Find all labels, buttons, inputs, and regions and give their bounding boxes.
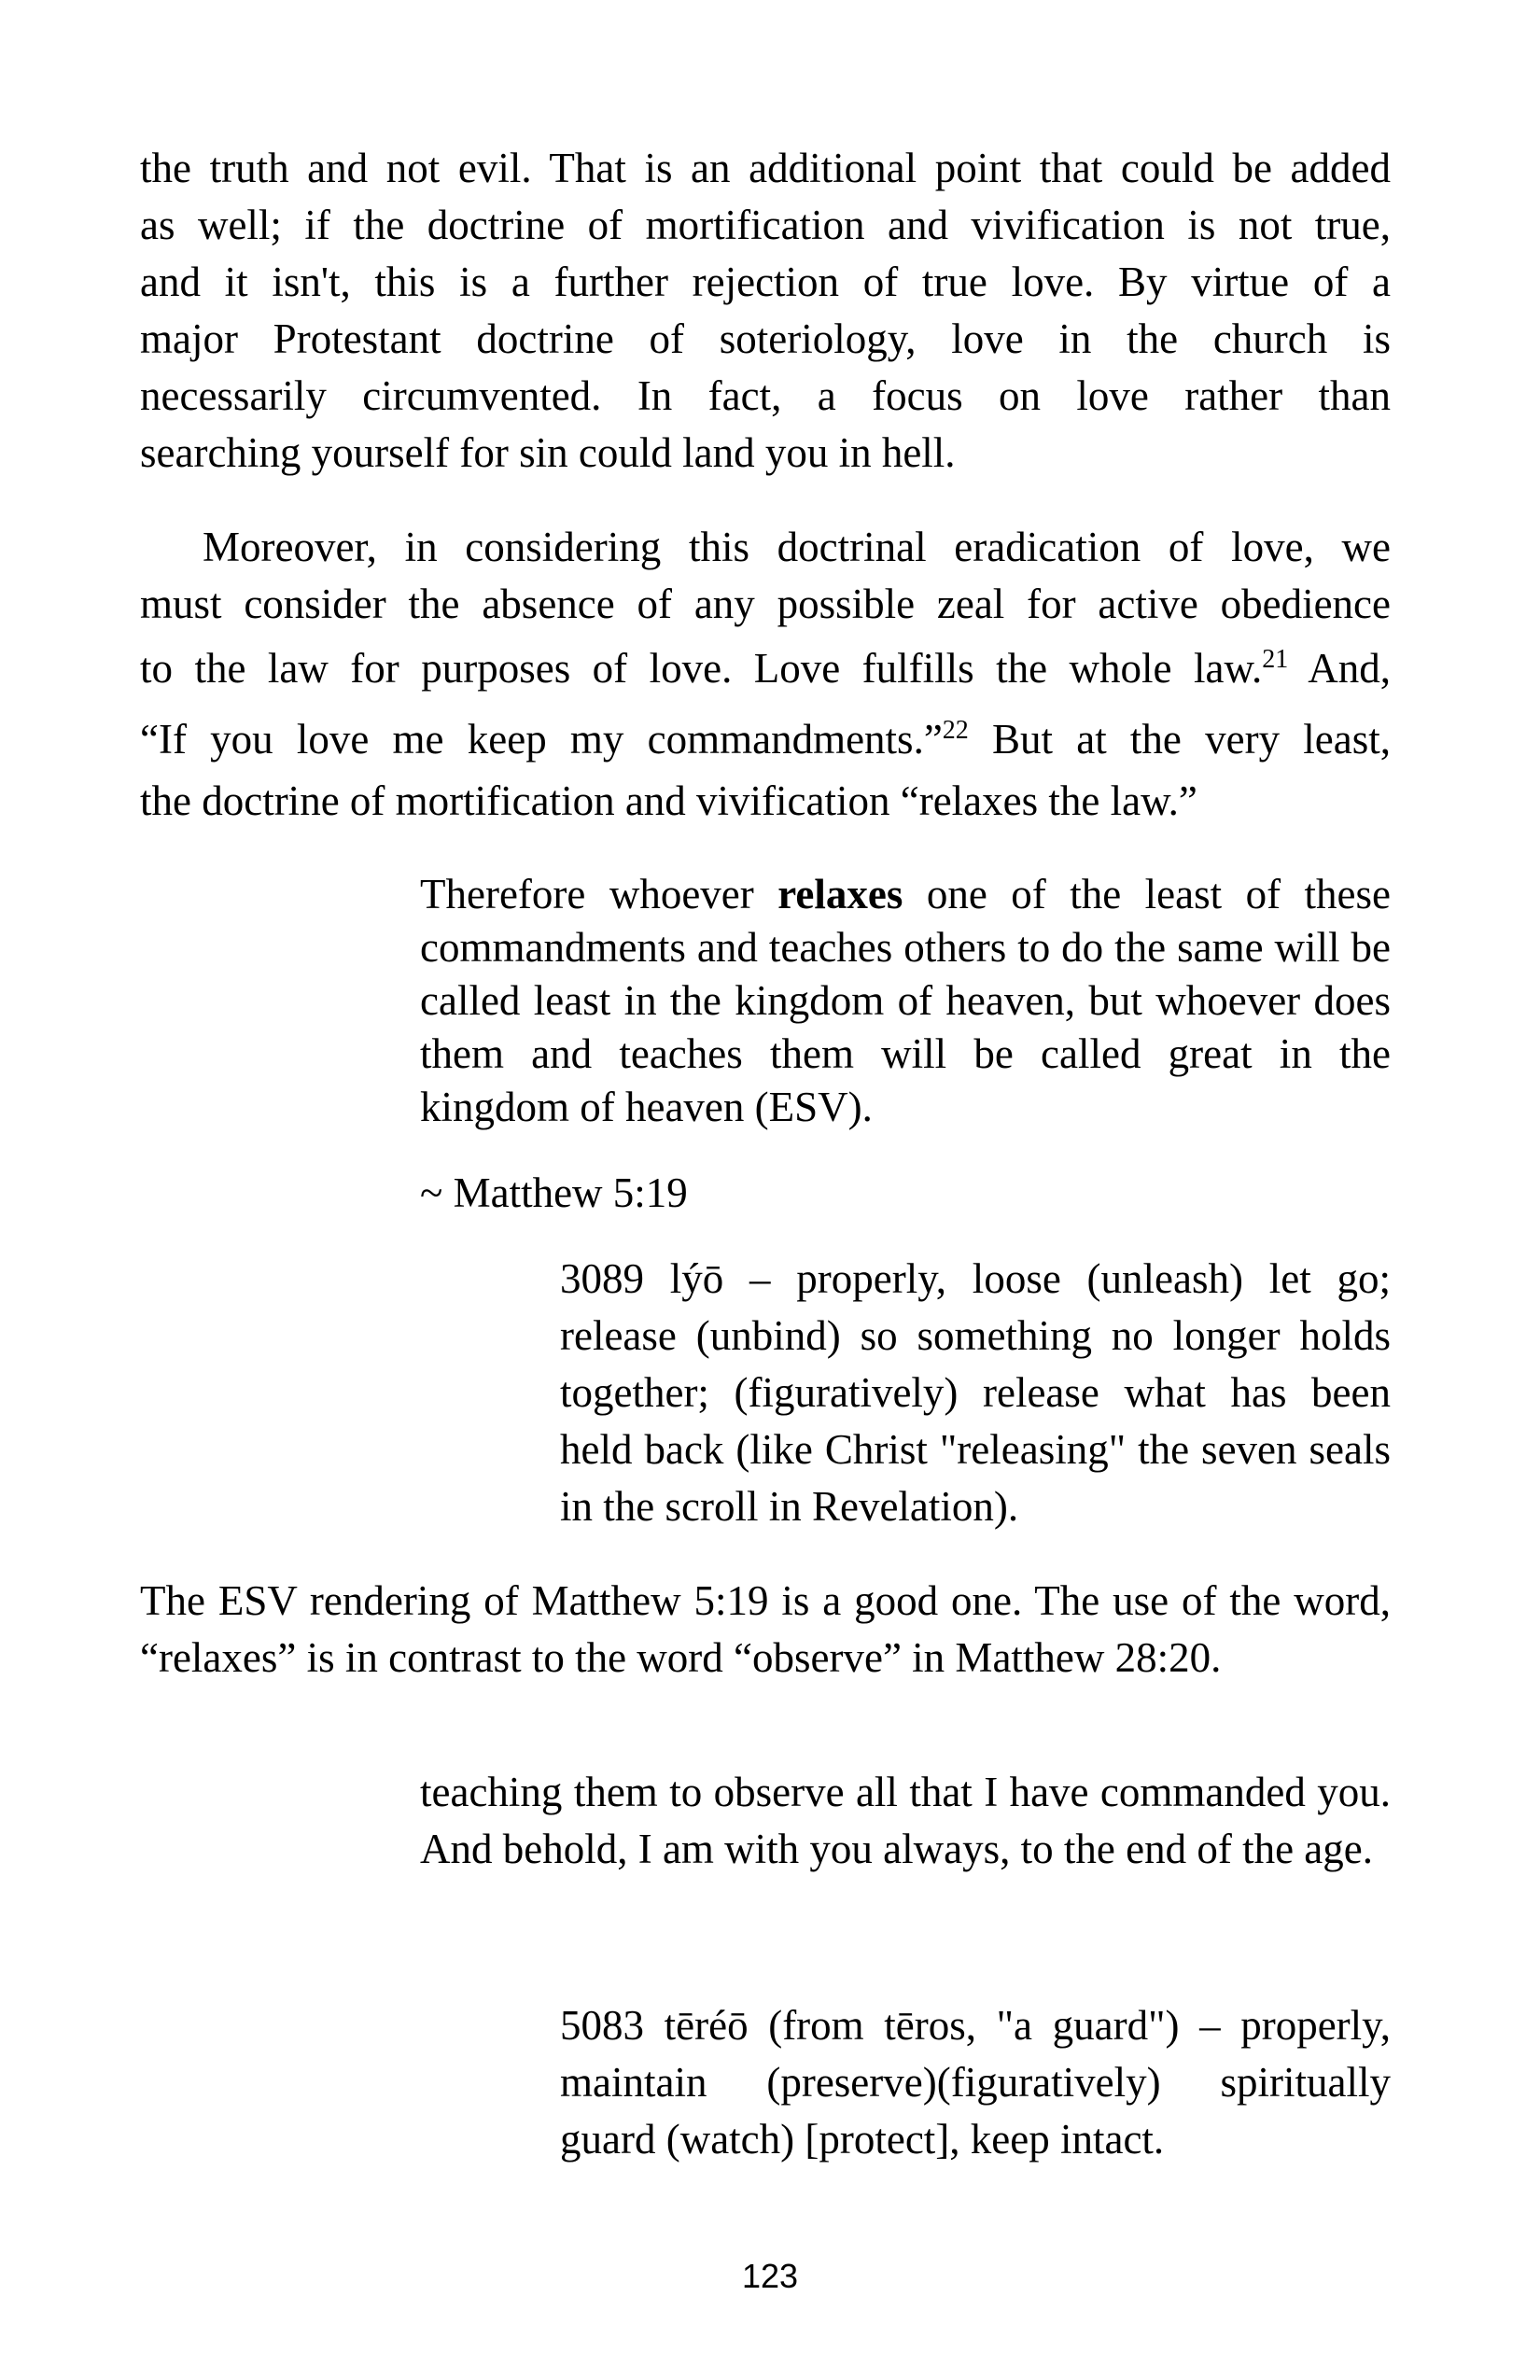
text-segment: one of the least of these commandments and teaches others to do the same will be called least in the kingdom of heaven, but whoever does them and teaches them will be called great in the kingdom of heaven (ESV). bbox=[420, 871, 1392, 1130]
paragraph-moreover bbox=[140, 519, 1391, 828]
paragraph-continuation bbox=[140, 140, 1391, 482]
quote-text bbox=[420, 868, 1391, 1134]
footnote-ref-22[interactable]: 22 bbox=[942, 716, 969, 745]
text-line: and it isn't, this is a further rejection of true love. By virtue of a bbox=[140, 259, 1391, 305]
quote-text: teaching them to observe all that I have commanded you. And behold, I am with you always, to the end of the age. bbox=[420, 1769, 1391, 1872]
footnote-ref-21[interactable]: 21 bbox=[1262, 645, 1289, 674]
text-segment: Therefore whoever bbox=[420, 871, 778, 917]
text-segment: to the law for purposes of love. Love fulfills the whole law. bbox=[140, 645, 1263, 692]
lexicon-entry-3089 bbox=[560, 1251, 1391, 1535]
text-line: major Protestant doctrine of soteriology, love in the church is bbox=[140, 315, 1391, 362]
text-line: searching yourself for sin could land you in hell. bbox=[140, 429, 956, 476]
text-segment: “If you love me keep my commandments.” bbox=[140, 716, 943, 763]
lexicon-text: 3089 lýō – properly, loose (unleash) let go; release (unbind) so something no longer holds together; (figuratively) release what has been held back (like Christ "releasing" the seven seals in the scroll in Revelation). bbox=[560, 1255, 1391, 1530]
text-line: Moreover, in considering this doctrinal eradication of love, we bbox=[203, 524, 1391, 570]
text-line: the truth and not evil. That is an additional point that could be added bbox=[140, 145, 1391, 191]
paragraph-esv-rendering bbox=[140, 1573, 1391, 1687]
text-line: must consider the absence of any possible zeal for active obedience bbox=[140, 581, 1391, 627]
lexicon-entry-5083 bbox=[560, 1997, 1391, 2168]
text-line: as well; if the doctrine of mortification and vivification is not true, bbox=[140, 202, 1391, 248]
text-line: the doctrine of mortification and vivification “relaxes the law.” bbox=[140, 777, 1197, 824]
text-line bbox=[140, 704, 1391, 775]
text-segment: And, bbox=[1288, 645, 1391, 692]
page-number: 123 bbox=[741, 2257, 799, 2295]
text-line: necessarily circumvented. In fact, a focus on love rather than bbox=[140, 372, 1391, 419]
text-segment: But at the very least, bbox=[968, 716, 1392, 763]
block-quote-matthew-5-19 bbox=[420, 868, 1391, 1134]
emphasized-word: relaxes bbox=[777, 871, 903, 917]
block-quote-matthew-28-20 bbox=[420, 1764, 1391, 1878]
text-line bbox=[140, 633, 1391, 704]
lexicon-text: 5083 tēréō (from tēros, "a guard") – properly, maintain (preserve)(figuratively) spiritually guard (watch) [protect], keep intact. bbox=[560, 2002, 1391, 2163]
paragraph-text: The ESV rendering of Matthew 5:19 is a good one. The use of the word, “relaxes” is in contrast to the word “observe” in Matthew 28:20. bbox=[140, 1577, 1391, 1681]
quote-citation: ~ Matthew 5:19 bbox=[420, 1169, 688, 1216]
